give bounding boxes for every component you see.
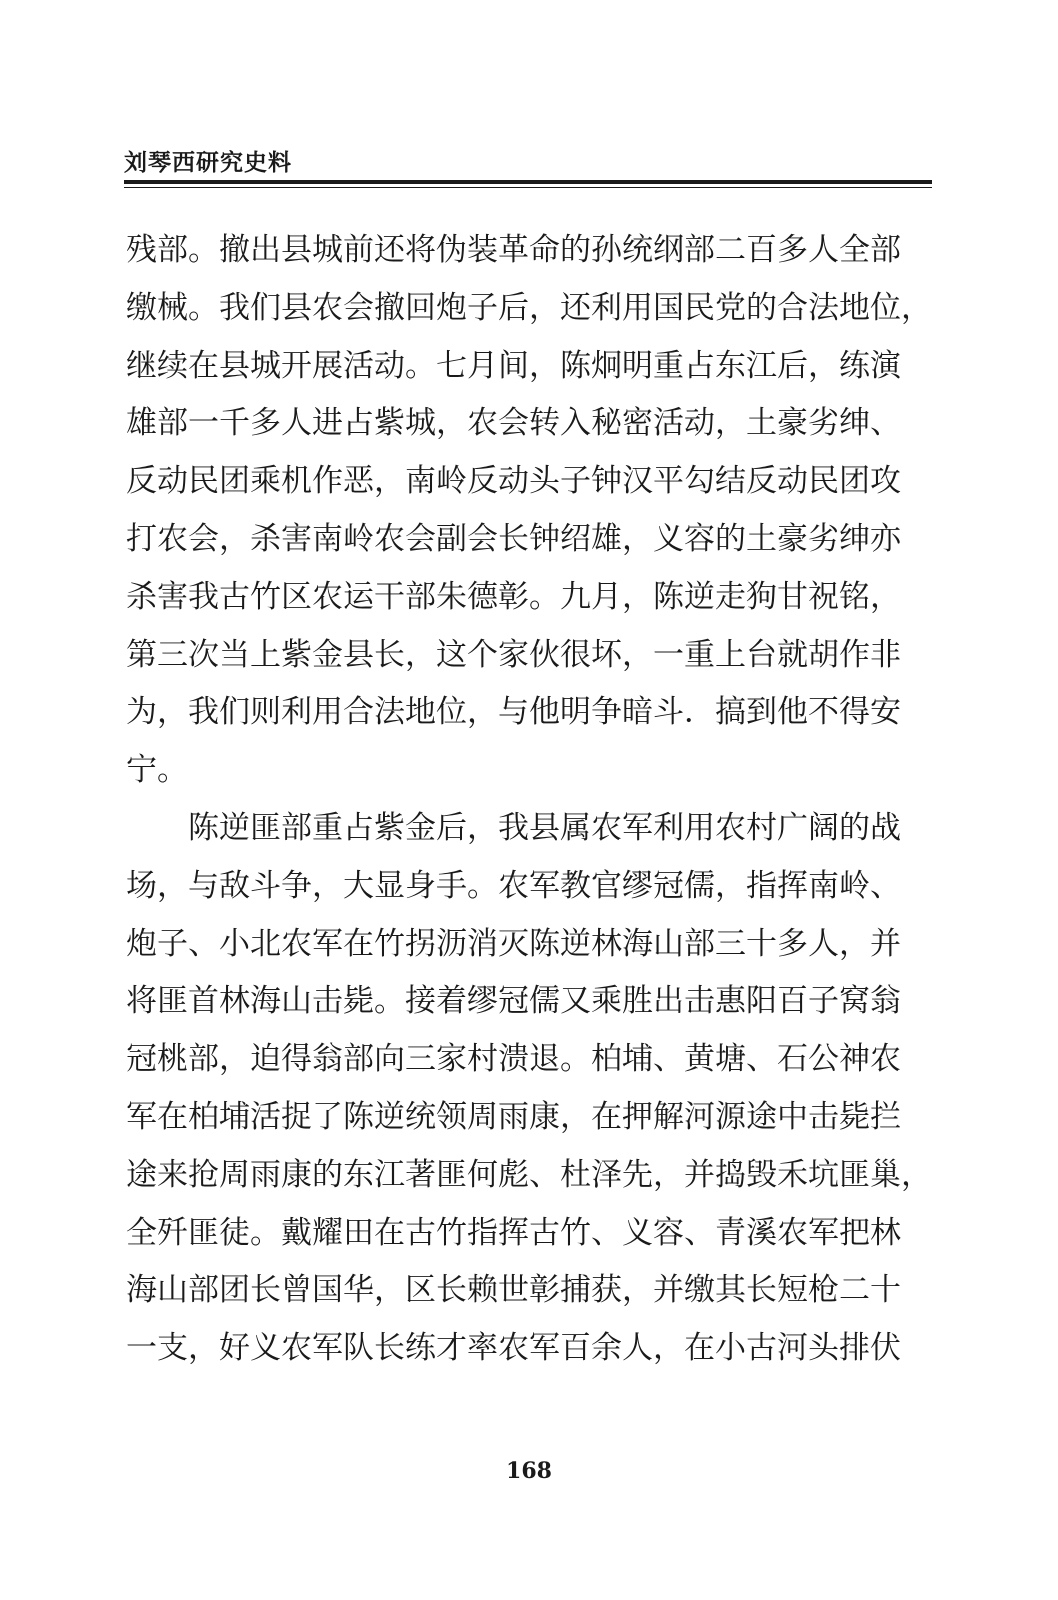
text-line: 第三次当上紫金县长，这个家伙很坏，一重上台就胡作非: [126, 636, 901, 673]
header-rule-thin: [124, 187, 932, 188]
running-head: 刘琴西研究史料: [124, 150, 292, 176]
text-line: 残部。撤出县城前还将伪装革命的孙统纲部二百多人全部: [126, 232, 901, 268]
text-line: 炮子、小北农军在竹拐沥消灭陈逆林海山部三十多人，并: [126, 925, 901, 962]
text-line: 杀害我古竹区农运干部朱德彰。九月，陈逆走狗甘祝铭，: [126, 578, 901, 615]
text-line: 雄部一千多人进占紫城，农会转入秘密活动，土豪劣绅、: [126, 405, 901, 442]
text-line: 缴械。我们县农会撤回炮子后，还利用国民党的合法地位，: [126, 289, 932, 326]
text-line: 将匪首林海山击毙。接着缪冠儒又乘胜出击惠阳百子窝翁: [126, 983, 901, 1020]
text-line: 全歼匪徒。戴耀田在古竹指挥古竹、义容、青溪农军把林: [126, 1214, 901, 1251]
text-line: 反动民团乘机作恶，南岭反动头子钟汉平勾结反动民团攻: [126, 463, 901, 500]
page-number: 168: [506, 1458, 552, 1484]
text-line: 宁。: [126, 752, 188, 789]
text-line: 继续在县城开展活动。七月间，陈炯明重占东江后，练演: [126, 347, 901, 384]
text-line: 为，我们则利用合法地位，与他明争暗斗．搞到他不得安: [126, 694, 901, 731]
text-line: 军在柏埔活捉了陈逆统领周雨康，在押解河源途中击毙拦: [126, 1098, 901, 1135]
text-line: 冠桃部，迫得翁部向三家村溃退。柏埔、黄塘、石公神农: [126, 1041, 901, 1078]
text-line: 海山部团长曾国华，区长赖世彰捕获，并缴其长短枪二十: [126, 1272, 901, 1309]
header-rule-thick: [124, 180, 932, 184]
text-line: 一支，好义农军队长练才率农军百余人，在小古河头排伏: [126, 1330, 901, 1367]
text-line: 途来抢周雨康的东江著匪何彪、杜泽先，并捣毁禾坑匪巢，: [126, 1156, 932, 1193]
body-text: [126, 222, 932, 1378]
text-line: 陈逆匪部重占紫金后，我县属农军利用农村广阔的战: [126, 809, 901, 846]
text-line: 场，与敌斗争，大显身手。农军教官缪冠儒，指挥南岭、: [126, 867, 901, 904]
text-line: 打农会，杀害南岭农会副会长钟绍雄，义容的土豪劣绅亦: [126, 520, 901, 557]
